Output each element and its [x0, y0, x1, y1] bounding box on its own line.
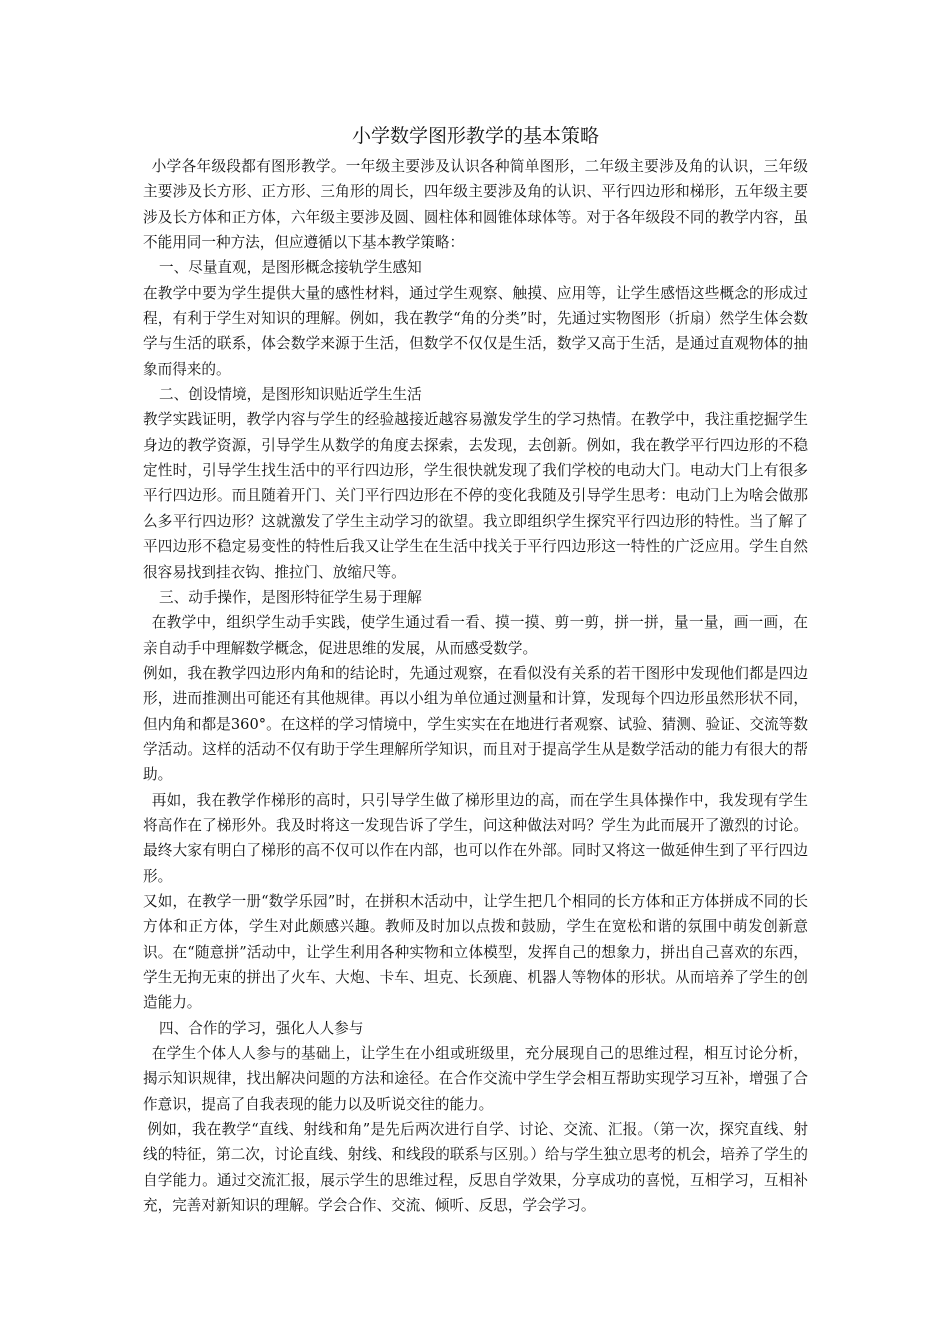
- paragraph: 在学生个体人人参与的基础上，让学生在小组或班级里，充分展现自己的思维过程，相互讨论分析，揭示知识规律，找出解决问题的方法和途径。在合作交流中学生学会相互帮助实现学习互补，增强了合作意识，提高了自我表现的能力以及听说交往的能力。: [143, 1045, 808, 1113]
- paragraph: 又如，在教学一册“数学乐园”时，在拼积木活动中，让学生把几个相同的长方体和正方体拼成不同的长方体和正方体，学生对此颇感兴趣。教师及时加以点拨和鼓励，学生在宽松和谐的氛围中萌发创新意识。在“随意拼”活动中，让学生利用各种实物和立体模型，发挥自己的想象力，拼出自己喜欢的东西，学生无拘无束的拼出了火车、大炮、卡车、坦克、长颈鹿、机器人等物体的形状。从而培养了学生的创造能力。: [143, 892, 808, 1012]
- document-title: 小学数学图形教学的基本策略: [351, 125, 599, 147]
- paragraph: 教学实践证明，教学内容与学生的经验越接近越容易激发学生的学习热情。在教学中，我注重挖掘学生身边的教学资源，引导学生从数学的角度去探索，去发现，去创新。例如，我在教学平行四边形的不稳定性时，引导学生找生活中的平行四边形，学生很快就发现了我们学校的电动大门。电动大门上有很多平行四边形。而且随着开门、关门平行四边形在不停的变化我随及引导学生思考：电动门上为啥会做那么多平行四边形？这就激发了学生主动学习的欲望。我立即组织学生探究平行四边形的特性。当了解了平四边形不稳定易变性的特性后我又让学生在生活中找关于平行四边形这一特性的广泛应用。学生自然很容易找到挂衣钩、推拉门、放缩尺等。: [143, 411, 808, 581]
- paragraph: 例如，我在教学四边形内角和的结论时，先通过观察，在看似没有关系的若干图形中发现他们都是四边形，进而推测出可能还有其他规律。再以小组为单位通过测量和计算，发现每个四边形虽然形状不同，但内角和都是360°。在这样的学习情境中，学生实实在在地进行者观察、试验、猜测、验证、交流等数学活动。这样的活动不仅有助于学生理解所学知识，而且对于提高学生从是数学活动的能力有很大的帮助。: [143, 664, 808, 784]
- section-heading-2: 二、创设情境，是图形知识贴近学生生活: [159, 386, 422, 404]
- section-heading-3: 三、动手操作，是图形特征学生易于理解: [159, 588, 422, 606]
- paragraph: 例如，我在教学“直线、射线和角”是先后两次进行自学、讨论、交流、汇报。（第一次，探究直线、射线的特征，第二次，讨论直线、射线、和线段的联系与区别。）给与学生独立思考的机会，培养了学生的自学能力。通过交流汇报，展示学生的思维过程，反思自学效果，分享成功的喜悦，互相学习，互相补充，完善对新知识的理解。学会合作、交流、倾听、反思，学会学习。: [143, 1121, 808, 1215]
- section-heading-4: 四、合作的学习，强化人人参与: [159, 1019, 364, 1037]
- intro-paragraph: 小学各年级段都有图形教学。一年级主要涉及认识各种简单图形，二年级主要涉及角的认识，三年级主要涉及长方形、正方形、三角形的周长，四年级主要涉及角的认识、平行四边形和梯形，五年级主要涉及长方体和正方体，六年级主要涉及圆、圆柱体和圆锥体球体等。对于各年级段不同的教学内容，虽不能用同一种方法，但应遵循以下基本教学策略：: [143, 158, 808, 252]
- paragraph: 在教学中要为学生提供大量的感性材料，通过学生观察、触摸、应用等，让学生感悟这些概念的形成过程，有利于学生对知识的理解。例如，我在教学“角的分类”时，先通过实物图形（折扇）然学生体会数学与生活的联系，体会数学来源于生活，但数学不仅仅是生活，数学又高于生活，是通过直观物体的抽象而得来的。: [143, 284, 808, 378]
- document-body: [143, 118, 808, 1218]
- paragraph: 再如，我在教学作梯形的高时，只引导学生做了梯形里边的高，而在学生具体操作中，我发现有学生将高作在了梯形外。我及时将这一发现告诉了学生，问这种做法对吗？学生为此而展开了激烈的讨论。最终大家有明白了梯形的高不仅可以作在内部，也可以作在外部。同时又将这一做延伸生到了平行四边形。: [143, 791, 808, 885]
- section-heading-1: 一、尽量直观，是图形概念接轨学生感知: [159, 259, 422, 277]
- paragraph: 在教学中，组织学生动手实践，使学生通过看一看、摸一摸、剪一剪，拼一拼，量一量，画一画，在亲自动手中理解数学概念，促进思维的发展，从而感受数学。: [143, 614, 808, 657]
